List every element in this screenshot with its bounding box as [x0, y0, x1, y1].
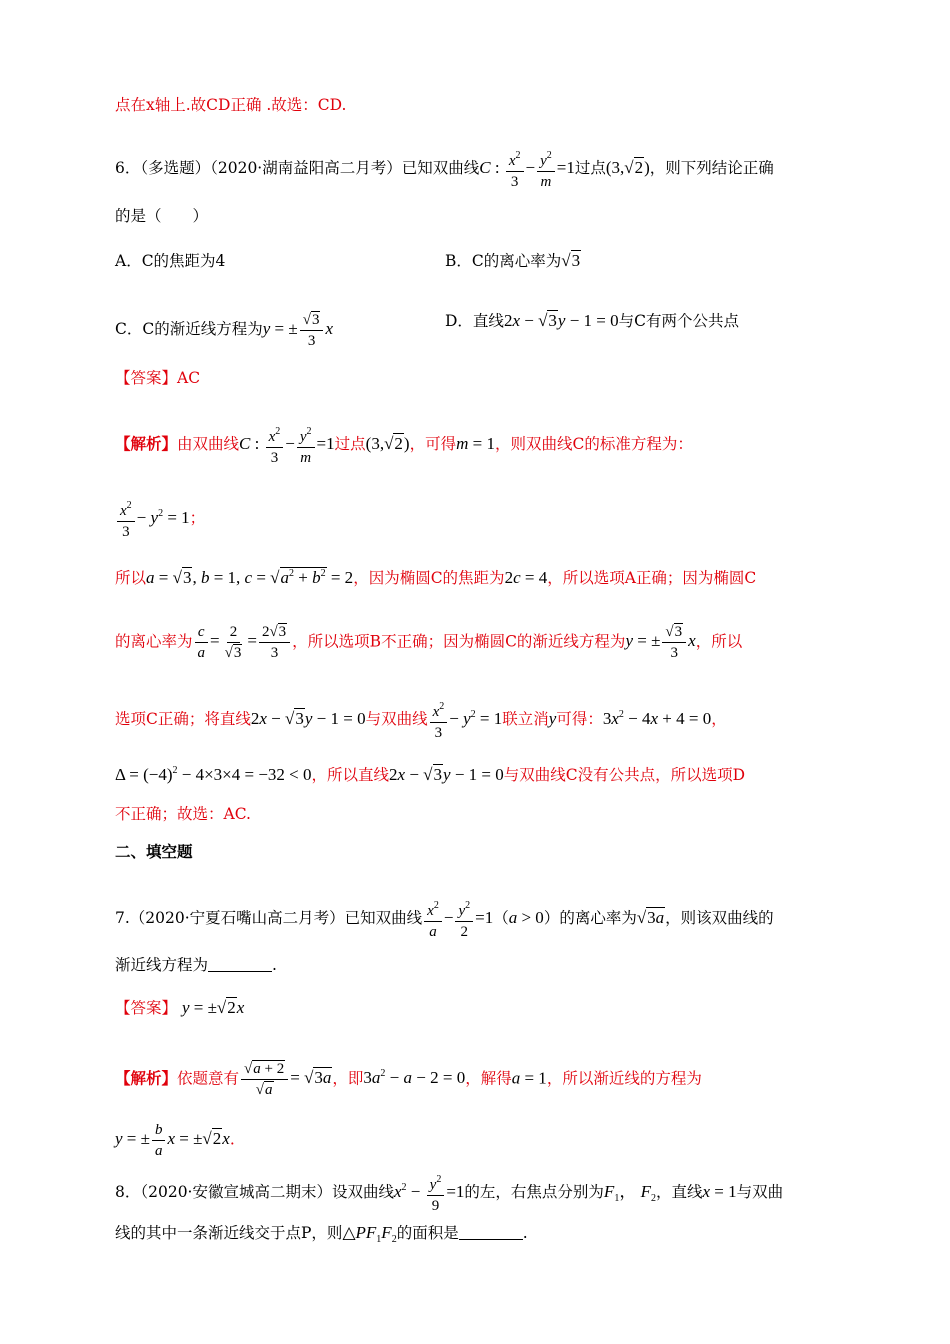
question-8-cont2: 的面积是: [396, 1224, 459, 1242]
analysis-text: 选项C正确；将直线: [115, 709, 251, 728]
math-expr: C : $\frac{x^2}{3}$ − $\frac{y^2}{m}$ =1: [239, 434, 335, 453]
answer-blank: [208, 957, 272, 972]
math-expr: $\Delta = (-4)^2 - 4\times 3\times 4 = -32 < 0$: [115, 765, 312, 784]
question-6-cont: [115, 205, 850, 227]
math-expr: y = ± $\frac{b}{a}$ x = ±√2x: [115, 1122, 230, 1159]
answer-blank: [459, 1225, 523, 1240]
analysis-6-line-4: [115, 622, 850, 663]
option-c: C．C的渐近线方程为y = ± $\frac{√3}{3}$ x: [115, 312, 333, 349]
analysis-text: 与双曲线: [365, 709, 428, 728]
math-expr: $\frac{x^2}{3}$ − $y^2 = 1$: [428, 709, 503, 728]
continuation-text: 点在x轴上.故CD正确 .故选：CD.: [115, 96, 347, 114]
analysis-text: 依题意有: [177, 1069, 240, 1088]
math-expr: 2c = 4: [504, 568, 548, 587]
analysis-text: ；: [189, 508, 206, 527]
analysis-text: ，所以: [695, 632, 743, 651]
math-expr: $F_1$， $F_2$: [603, 1181, 656, 1204]
math-expr: $\triangle PF_1F_2$: [342, 1223, 397, 1245]
analysis-text: ，可得: [409, 434, 457, 453]
section-heading-text: 二、填空题: [115, 842, 193, 861]
question-7-prefix: 7.（2020·宁夏石嘴山高二月考）已知双曲线: [115, 908, 423, 927]
math-expr: $\frac{√a + 2}{√a}$ = √3a: [239, 1068, 332, 1087]
math-expr: $x^2$ − $\frac{y^2}{9}$ =1: [394, 1182, 464, 1201]
option-d: D．直线2x − √3y − 1 = 0与C有两个公共点: [445, 311, 740, 330]
question-6-mid: 过点: [574, 158, 606, 177]
math-expr: 2x − √3y − 1 = 0: [389, 765, 504, 784]
question-8-mid: 的左，右焦点分别为: [464, 1182, 604, 1201]
question-7-cont: 渐近线方程为 .: [115, 956, 277, 974]
analysis-6-line-6: [115, 760, 850, 786]
math-expr: √3a: [636, 907, 665, 927]
option-b: B．C的离心率为√3: [445, 251, 581, 270]
question-6-prefix: 6．（多选题）（2020·湖南益阳高二月考）已知双曲线: [115, 158, 480, 177]
answer-tag: 【答案】: [115, 999, 178, 1017]
analysis-text: 的离心率为: [115, 632, 193, 651]
analysis-6-line-1: [115, 422, 850, 468]
question-8-prefix: 8．（2020·安徽宣城高二期末）设双曲线: [115, 1182, 394, 1201]
analysis-tag: 【解析】: [115, 433, 178, 453]
analysis-text: 可得：: [556, 709, 603, 728]
option-d-text: D．直线: [445, 312, 504, 330]
analysis-text: ，所以选项A正确；因为椭圆C: [547, 569, 757, 587]
question-8-suffix: 与双曲: [736, 1182, 784, 1201]
analysis-text: ，即: [332, 1069, 364, 1088]
analysis-6-line-5: [115, 697, 850, 743]
math-expr: a = √3, b = 1, $c = √a^2 + b^2 = 2$: [146, 568, 354, 587]
analysis-text: ，因为椭圆C的焦距为: [353, 569, 505, 587]
math-expr: $\frac{x^2}{3}$ − $y^2 = 1$: [115, 508, 190, 527]
math-expr: a > 0: [508, 907, 544, 927]
analysis-text: ，解得: [465, 1069, 512, 1088]
section-heading: [115, 841, 850, 863]
analysis-6-line-2: [115, 496, 850, 542]
analysis-text: ，所以渐近线的方程为: [546, 1069, 702, 1088]
option-d-suffix: 与C有两个公共点: [618, 312, 740, 330]
math-expr: $\frac{x^2}{a}$ − $\frac{y^2}{2}$ =1: [422, 908, 493, 927]
question-6-cont-text: 的是（ ）: [115, 207, 209, 225]
analysis-text: 联立消: [502, 709, 549, 728]
option-b-text: B．C的离心率为: [445, 252, 562, 270]
math-expr: y: [548, 708, 557, 728]
analysis-text: ，: [711, 709, 727, 728]
option-c-text: C．C的渐近线方程为: [115, 320, 263, 339]
option-a: A．C的焦距为4: [115, 252, 226, 270]
math-expr: $3x^2 - 4x + 4 = 0$: [602, 708, 712, 728]
math-expr: y = ±√2x: [181, 998, 245, 1017]
math-expr: m = 1: [456, 433, 495, 453]
math-expr: x = 1: [702, 1181, 737, 1201]
analysis-text: 过点: [334, 434, 366, 453]
point-expr: (3,√2): [605, 157, 650, 177]
math-expr: (3,√2): [365, 433, 410, 453]
math-expr: y = ± $\frac{√3}{3}$ x: [625, 624, 696, 661]
answer-value: AC: [177, 369, 201, 387]
analysis-text: 由双曲线: [177, 434, 240, 453]
analysis-text: ，所以选项B不正确；因为椭圆C的渐近线方程为: [292, 632, 626, 651]
analysis-tag: 【解析】: [115, 1068, 178, 1088]
analysis-text: 与双曲线C没有公共点，所以选项D: [503, 766, 746, 784]
analysis-6-line-3: [115, 563, 850, 589]
options-row-1: [115, 250, 850, 272]
analysis-text: ，则双曲线C的标准方程为：: [494, 434, 693, 453]
question-6-suffix: ，则下列结论正确: [649, 158, 774, 177]
question-6-stem: [115, 146, 850, 192]
analysis-text: ，所以直线: [311, 766, 390, 784]
question-7-stem: [115, 896, 850, 942]
answer-7: [115, 997, 850, 1019]
question-8-cont: 线的其中一条渐近线交于点P，则$\triangle PF_1F_2$的面积是 .: [115, 1223, 528, 1245]
question-8-mid2: ，直线: [655, 1182, 703, 1201]
math-expr: a = 1: [511, 1068, 547, 1088]
question-7-mid2: ）的离心率为: [543, 908, 637, 927]
question-8-cont-text: 线的其中一条渐近线交于点P，则: [115, 1224, 343, 1242]
math-expr: 2x − √3y − 1 = 0: [250, 708, 366, 728]
analysis-7-line-2: y = ± $\frac{b}{a}$ x = ±√2x.: [115, 1122, 235, 1159]
question-7-cont-text: 渐近线方程为: [115, 956, 209, 974]
analysis-text: 不正确；故选：AC.: [115, 805, 251, 823]
question-8-stem: [115, 1170, 850, 1216]
math-expr: $3a^2 - a - 2 = 0$: [363, 1068, 466, 1088]
answer-6: [115, 367, 850, 389]
analysis-7-line-1: [115, 1059, 850, 1100]
question-7-suffix: ，则该双曲线的: [665, 908, 774, 927]
analysis-6-line-7: [115, 803, 850, 825]
question-7-mid: （: [493, 908, 509, 927]
hyperbola-equation: C : $\frac{x^2}{3}$ − $\frac{y^2}{m}$ =1: [479, 158, 575, 177]
analysis-text: 所以: [115, 569, 147, 587]
options-row-2: [115, 310, 850, 351]
answer-tag: 【答案】: [115, 369, 178, 387]
math-expr: $\frac{c}{a}$ = $\frac{2}{√3}$ = $\frac{2√3}{3}$: [193, 631, 293, 650]
text-line: [115, 94, 850, 116]
